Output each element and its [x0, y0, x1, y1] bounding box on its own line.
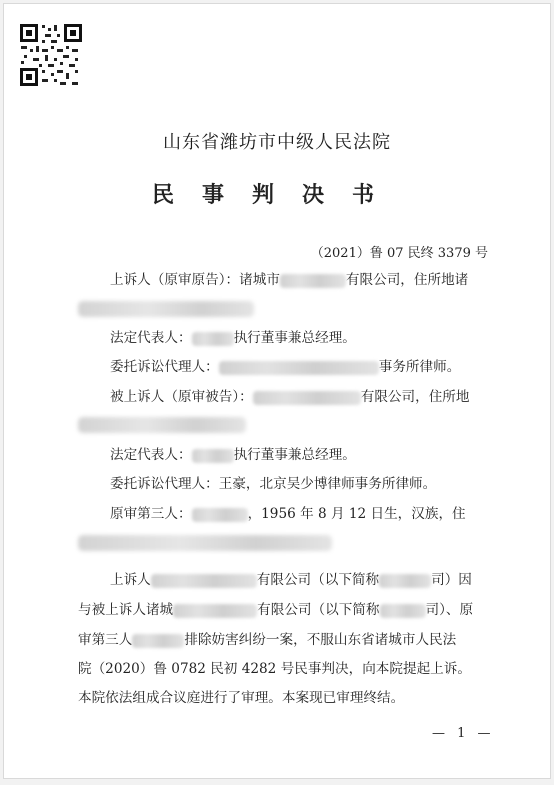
document-title: 民事判决书: [152, 183, 403, 208]
redaction: [192, 449, 234, 463]
qr-code: [18, 22, 84, 88]
redaction: [151, 574, 257, 588]
redaction: [253, 391, 361, 405]
appellee-line: 被上诉人（原审被告）： 有限公司，住所地: [110, 389, 470, 405]
redaction: [219, 361, 379, 375]
body-line-5: 本院依法组成合议庭进行了审理。本案现已审理终结。: [78, 690, 405, 706]
redaction: [379, 574, 431, 588]
redaction: [78, 301, 254, 317]
redaction: [280, 274, 346, 288]
redaction: [380, 604, 426, 618]
redaction: [132, 634, 184, 648]
redaction: [192, 332, 234, 346]
redaction: [192, 508, 248, 522]
third-party-line: 原审第三人： ，1956 年 8 月 12 日生，汉族，住: [110, 506, 466, 522]
rep1-line: 法定代表人： 执行董事兼总经理。: [110, 330, 356, 346]
agent1-line: 委托诉讼代理人： 事务所律师。: [110, 359, 461, 375]
redaction: [78, 535, 332, 551]
body-line-4: 院（2020）鲁 0782 民初 4282 号民事判决，向本院提起上诉。: [78, 661, 471, 677]
body-line-1: 上诉人 有限公司（以下简称 司）因: [110, 572, 472, 588]
redaction: [78, 417, 246, 433]
agent2-line: 委托诉讼代理人：王豪，北京吴少博律师事务所律师。: [110, 476, 437, 492]
page-number: — 1 —: [432, 726, 495, 741]
appellant-line: 上诉人（原审原告）：诸城市 有限公司，住所地诸: [110, 272, 469, 288]
court-name: 山东省潍坊市中级人民法院: [163, 132, 391, 153]
document-page: [3, 3, 551, 779]
body-line-2: 与被上诉人诸城 有限公司（以下简称 司）、原: [78, 602, 474, 618]
body-line-3: 审第三人 排除妨害纠纷一案，不服山东省诸城市人民法: [78, 632, 457, 648]
redaction: [173, 604, 257, 618]
rep2-line: 法定代表人： 执行董事兼总经理。: [110, 447, 356, 463]
case-number: （2021）鲁 07 民终 3379 号: [310, 246, 488, 261]
